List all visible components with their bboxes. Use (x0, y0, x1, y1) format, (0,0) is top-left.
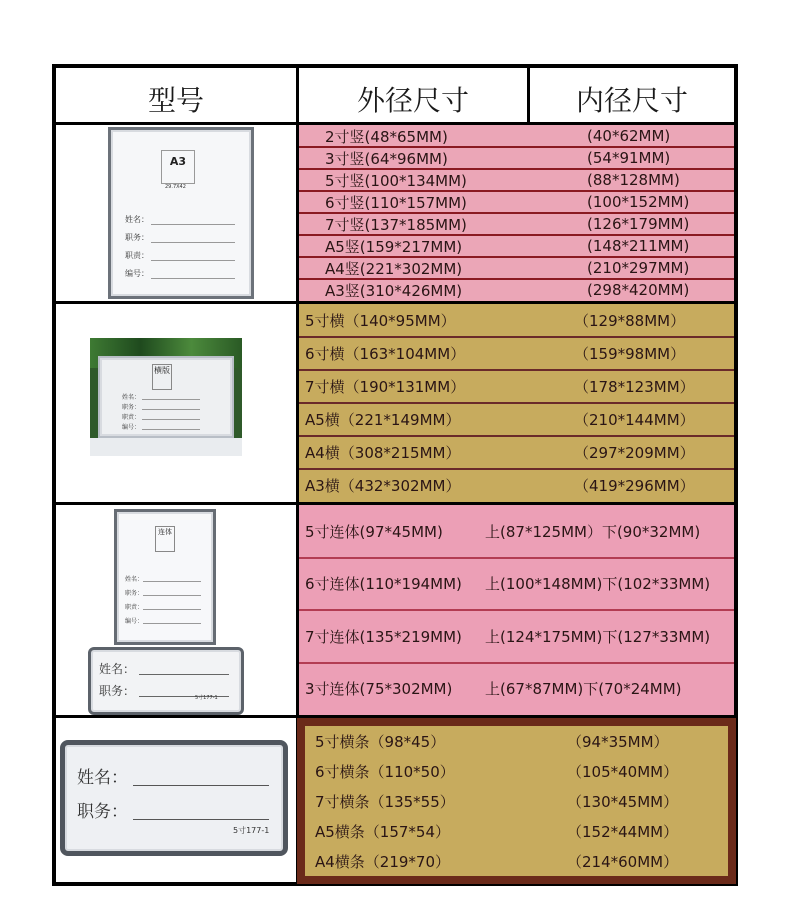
outer-size: A5横条（157*54） (315, 822, 451, 841)
header-outer-label: 外径尺寸 (356, 84, 469, 117)
a3-field-2: 职务： (125, 233, 149, 242)
section2-row (299, 436, 734, 469)
inner-size: （129*88MM） (574, 312, 686, 330)
outer-size: 7寸连体(135*219MM) (305, 627, 462, 646)
header-inner-label: 内径尺寸 (575, 84, 688, 117)
combo-field-4: 编号： (125, 618, 144, 625)
inner-size: (88*128MM) (587, 171, 680, 189)
inner-size: （419*296MM） (574, 477, 695, 495)
combo-title-box (155, 526, 175, 552)
a3-sign-photo (108, 127, 254, 299)
inner-size: （297*209MM） (574, 444, 695, 462)
outer-size: A5横（221*149MM） (305, 411, 461, 429)
outer-size: A3竖(310*426MM) (325, 281, 463, 300)
inner-size: (100*152MM) (587, 193, 690, 211)
section1-rows (299, 125, 734, 301)
section1-row (299, 213, 734, 235)
inner-size: （178*123MM） (574, 378, 695, 396)
strip-field-2: 职务： (77, 802, 128, 822)
section4-row (305, 786, 728, 816)
section1-row (299, 191, 734, 213)
inner-size: （210*144MM） (574, 411, 695, 429)
outer-size: 5寸横（140*95MM） (305, 312, 456, 330)
section2-rows (299, 304, 734, 502)
section4-rows-frame (297, 718, 736, 884)
outer-size: 5寸竖(100*134MM) (325, 171, 467, 190)
outer-size: 5寸横条（98*45） (315, 732, 446, 751)
combo-title: 连体 (158, 528, 172, 536)
section4-rows (305, 726, 728, 876)
section2-row (299, 370, 734, 403)
combo-strip-field-2: 职务： (99, 684, 136, 698)
inner-size: （105*40MM） (567, 762, 679, 781)
section3-row (299, 610, 734, 663)
inner-size: (148*211MM) (587, 237, 690, 255)
header-model-label: 型号 (147, 84, 204, 117)
inner-size: (54*91MM) (587, 149, 671, 167)
inner-size: (40*62MM) (587, 127, 671, 145)
section1-row (299, 279, 734, 301)
outer-size: 7寸竖(137*185MM) (325, 215, 467, 234)
outer-size: 7寸横条（135*55） (315, 792, 455, 811)
section2-row (299, 403, 734, 436)
inner-size: （159*98MM） (574, 345, 686, 363)
outer-size: A4横（308*215MM） (305, 444, 461, 462)
section3-row (299, 558, 734, 611)
landscape-title-box (152, 364, 172, 390)
inner-size: （130*45MM） (567, 792, 679, 811)
section4-row (305, 756, 728, 786)
inner-size: (298*420MM) (587, 281, 690, 299)
spec-table (52, 64, 738, 886)
inner-size: 上(100*148MM)下(102*33MM) (485, 575, 711, 594)
section1-row (299, 169, 734, 191)
outer-size: 3寸竖(64*96MM) (325, 149, 448, 168)
section4-row (305, 846, 728, 876)
outer-size: 7寸横（190*131MM） (305, 378, 466, 396)
section2-photo-cell (56, 304, 296, 502)
a3-field-4: 编号： (125, 269, 149, 278)
landscape-title: 横版 (154, 366, 170, 375)
strip-field-1: 姓名： (77, 768, 128, 788)
section3-rows (299, 505, 734, 715)
landscape-field-1: 姓名： (122, 394, 141, 401)
section3-row (299, 505, 734, 558)
header-model (56, 68, 296, 122)
outer-size: A4竖(221*302MM) (325, 259, 463, 278)
outer-size: 6寸横条（110*50） (315, 762, 455, 781)
outer-size: A4横条（219*70） (315, 852, 451, 871)
outer-size: 2寸竖(48*65MM) (325, 127, 448, 146)
inner-size: （94*35MM） (567, 732, 669, 751)
outer-size: 5寸连体(97*45MM) (305, 522, 443, 541)
inner-size: 上(124*175MM)下(127*33MM) (485, 627, 711, 646)
section1-row (299, 125, 734, 147)
outer-size: 6寸横（163*104MM） (305, 345, 466, 363)
section1-row (299, 235, 734, 257)
section4-row (305, 726, 728, 756)
inner-size: （152*44MM） (567, 822, 679, 841)
a3-field-1: 姓名： (125, 215, 149, 224)
landscape-field-3: 职责： (122, 414, 141, 421)
combo-strip (88, 647, 244, 715)
inner-size: (126*179MM) (587, 215, 690, 233)
strip-sign-photo (60, 740, 288, 856)
section1-photo-cell (56, 125, 296, 301)
a3-title-box (161, 150, 195, 184)
landscape-sign-photo (90, 338, 242, 456)
combo-field-1: 姓名： (125, 576, 144, 583)
header-outer (299, 68, 527, 122)
inner-size: 上(87*125MM）下(90*32MM) (485, 522, 701, 541)
section4-photo-cell (56, 718, 296, 882)
outer-size: 6寸连体(110*194MM) (305, 575, 462, 594)
strip-code: 5寸177-1 (233, 826, 270, 835)
section3-row (299, 663, 734, 716)
combo-strip-code: 5寸177-1 (195, 695, 218, 701)
inner-size: 上(67*87MM)下(70*24MM) (485, 680, 682, 699)
section1-row (299, 147, 734, 169)
combo-strip-field-1: 姓名： (99, 662, 136, 676)
a3-field-3: 职责： (125, 251, 149, 260)
combo-top-card (114, 509, 216, 645)
a3-title: A3 (169, 155, 187, 168)
inner-size: (210*297MM) (587, 259, 690, 277)
section2-row (299, 337, 734, 370)
outer-size: 6寸竖(110*157MM) (325, 193, 467, 212)
header-inner (530, 68, 734, 122)
section2-row (299, 304, 734, 337)
landscape-field-4: 编号： (122, 424, 141, 431)
outer-size: 3寸连体(75*302MM) (305, 680, 453, 699)
inner-size: （214*60MM） (567, 852, 679, 871)
section3-photo-cell (56, 505, 296, 715)
combo-field-3: 职责： (125, 604, 144, 611)
combo-field-2: 职务： (125, 590, 144, 597)
landscape-field-2: 职务： (122, 404, 141, 411)
landscape-card (98, 356, 234, 438)
outer-size: A5竖(159*217MM) (325, 237, 463, 256)
a3-subtitle: 29.7X42 (165, 184, 186, 190)
section2-row (299, 469, 734, 502)
section4-row (305, 816, 728, 846)
outer-size: A3横（432*302MM） (305, 477, 461, 495)
section1-row (299, 257, 734, 279)
